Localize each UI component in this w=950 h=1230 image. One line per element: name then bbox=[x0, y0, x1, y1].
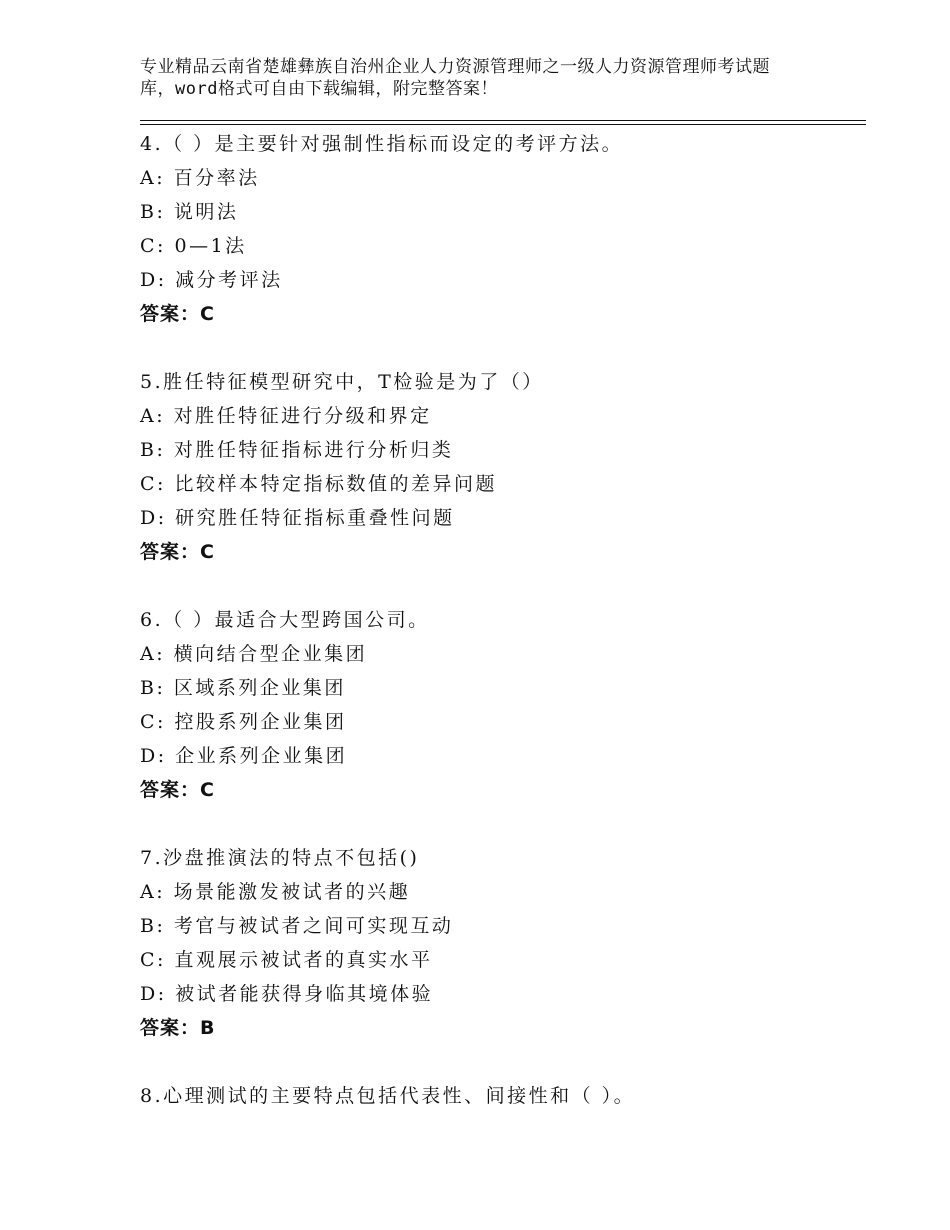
option-a: A: 场景能激发被试者的兴趣 bbox=[140, 881, 411, 903]
question-stem: 6.（ ）最适合大型跨国公司。 bbox=[140, 609, 430, 631]
question-stem: 5.胜任特征模型研究中，T检验是为了（） bbox=[140, 371, 544, 393]
option-c: C: 直观展示被试者的真实水平 bbox=[140, 949, 433, 971]
option-a: A: 横向结合型企业集团 bbox=[140, 643, 368, 665]
option-c: C: 控股系列企业集团 bbox=[140, 711, 347, 733]
option-c: C: 0—1法 bbox=[140, 235, 247, 257]
header-title-line-1: 专业精品云南省楚雄彝族自治州企业人力资源管理师之一级人力资源管理师考试题 bbox=[140, 57, 770, 77]
option-b: B: 区域系列企业集团 bbox=[140, 677, 346, 699]
option-b: B: 考官与被试者之间可实现互动 bbox=[140, 915, 454, 937]
question-8 bbox=[140, 1079, 860, 1113]
question-4 bbox=[140, 127, 860, 331]
option-d: D: 研究胜任特征指标重叠性问题 bbox=[140, 507, 455, 529]
option-c: C: 比较样本特定指标数值的差异问题 bbox=[140, 473, 497, 495]
question-stem: 8.心理测试的主要特点包括代表性、间接性和（ ）。 bbox=[140, 1085, 636, 1107]
document-header bbox=[140, 56, 830, 100]
answer-label: 答案：C bbox=[140, 303, 215, 325]
header-title-line-2: 库，word格式可自由下载编辑，附完整答案！ bbox=[140, 79, 498, 99]
question-7 bbox=[140, 841, 860, 1045]
question-stem: 4.（ ）是主要针对强制性指标而设定的考评方法。 bbox=[140, 133, 624, 155]
answer-label: 答案：C bbox=[140, 541, 215, 563]
question-list bbox=[140, 127, 860, 1113]
option-a: A: 百分率法 bbox=[140, 167, 260, 189]
option-d: D: 被试者能获得身临其境体验 bbox=[140, 983, 434, 1005]
answer-label: 答案：C bbox=[140, 779, 215, 801]
option-b: B: 说明法 bbox=[140, 201, 239, 223]
header-divider-bottom bbox=[140, 124, 866, 125]
option-d: D: 企业系列企业集团 bbox=[140, 745, 348, 767]
option-a: A: 对胜任特征进行分级和界定 bbox=[140, 405, 432, 427]
option-b: B: 对胜任特征指标进行分析归类 bbox=[140, 439, 454, 461]
option-d: D: 减分考评法 bbox=[140, 269, 283, 291]
question-5 bbox=[140, 365, 860, 569]
question-stem: 7.沙盘推演法的特点不包括() bbox=[140, 847, 420, 869]
question-6 bbox=[140, 603, 860, 807]
header-divider-top bbox=[140, 120, 866, 121]
answer-label: 答案：B bbox=[140, 1017, 216, 1039]
